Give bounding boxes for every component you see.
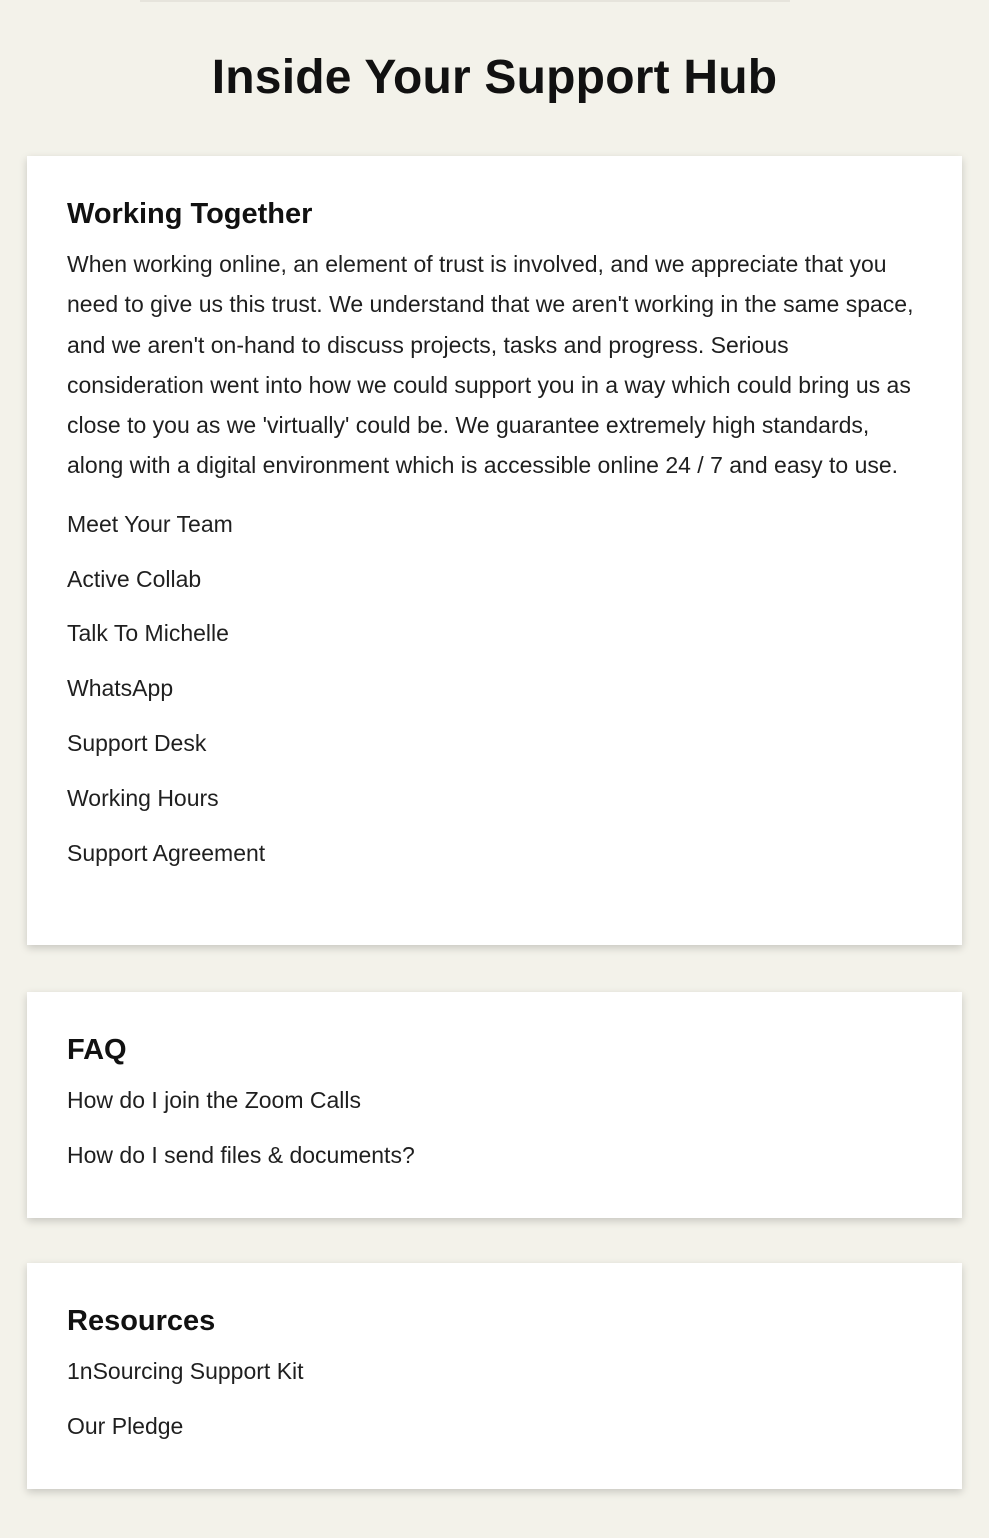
list-item <box>67 838 922 868</box>
active-collab-link[interactable]: Active Collab <box>67 565 202 592</box>
working-together-intro: When working online, an element of trust is involved, and we appreciate that you need to give us this trust. We understand that we aren't working in the same space, and we aren't on-hand to discuss projects, tasks and progress. Serious consideration went into how we could support you in a way which could bring us as close to you as we 'virtually' could be. We guarantee extremely high standards, along with a digital environment which is accessible online 24 / 7 and easy to use. <box>67 251 914 479</box>
list-item <box>67 1085 922 1115</box>
faq-zoom-calls-link[interactable]: How do I join the Zoom Calls <box>67 1087 362 1113</box>
list-item <box>67 618 922 648</box>
meet-your-team-link[interactable]: Meet Your Team <box>67 510 233 537</box>
faq-heading: FAQ <box>67 1034 127 1066</box>
support-kit-link[interactable]: 1nSourcing Support Kit <box>67 1358 304 1384</box>
working-together-heading: Working Together <box>67 198 313 230</box>
talk-to-michelle-link[interactable]: Talk To Michelle <box>67 620 229 647</box>
our-pledge-link[interactable]: Our Pledge <box>67 1412 184 1439</box>
list-item <box>67 728 922 758</box>
list-item <box>67 1356 922 1386</box>
support-desk-link[interactable]: Support Desk <box>67 729 207 756</box>
support-agreement-link[interactable]: Support Agreement <box>67 839 266 866</box>
resources-card <box>27 1263 962 1489</box>
list-item <box>67 673 922 703</box>
whatsapp-link[interactable]: WhatsApp <box>67 675 174 702</box>
page-title: Inside Your Support Hub <box>211 51 778 104</box>
resources-link-list <box>67 1356 922 1441</box>
faq-send-files-link[interactable]: How do I send files & documents? <box>67 1141 415 1168</box>
resources-heading: Resources <box>67 1305 216 1337</box>
list-item <box>67 1140 922 1170</box>
faq-link-list <box>67 1085 922 1170</box>
working-together-card <box>27 156 962 945</box>
list-item <box>67 564 922 594</box>
list-item <box>67 1411 922 1441</box>
top-divider <box>140 0 790 2</box>
list-item <box>67 509 922 539</box>
working-together-link-list <box>67 509 922 868</box>
faq-card <box>27 992 962 1218</box>
working-hours-link[interactable]: Working Hours <box>67 784 219 811</box>
list-item <box>67 783 922 813</box>
